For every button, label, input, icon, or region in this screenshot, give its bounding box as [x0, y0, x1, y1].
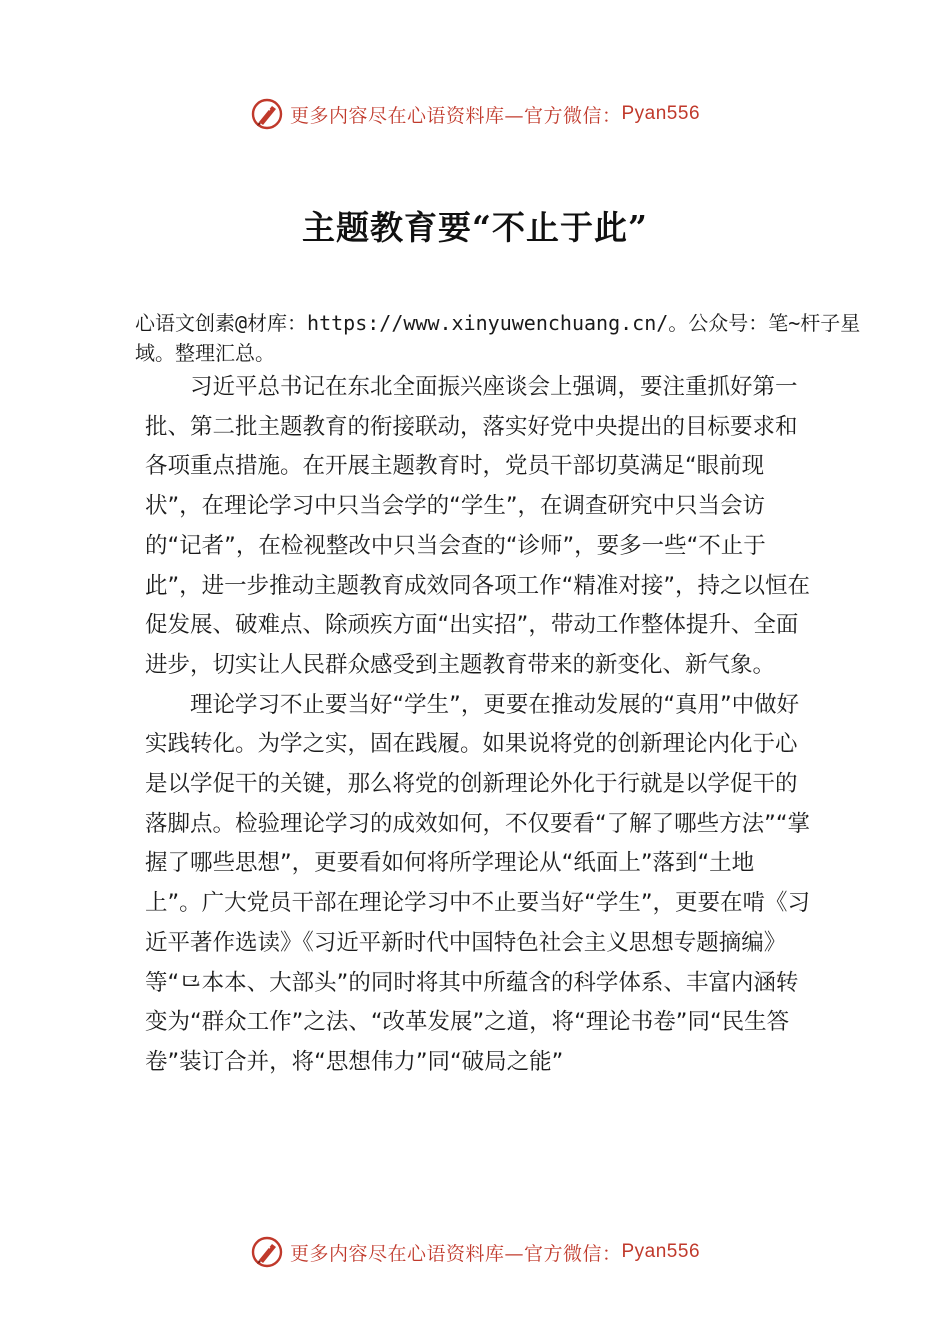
- paragraph-1: 习近平总书记在东北全面振兴座谈会上强调，要注重抓好第一批、第二批主题教育的衔接联动，落实好党中央提出的目标要求和各项重点措施。在开展主题教育时，党员干部切莫满足“眼前现状”，在理论学习中只当会学的“学生”，在调查研究中只当会访的“记者”，在检视整改中只当会查的“诊师”，要多一些“不止于此”，进一步推动主题教育成效同各项工作“精准对接”，持之以恒在促发展、破难点、除顽疾方面“出实招”，带动工作整体提升、全面进步，切实让人民群众感受到主题教育带来的新变化、新气象。: [145, 374, 810, 678]
- pen-nib-logo-icon: [250, 1235, 284, 1269]
- pen-nib-logo-icon: [250, 97, 284, 131]
- source-line: 心语文创素@材库：https://www.xinyuwenchuang.cn/。公众号：笔~杆子星域。整理汇总。: [135, 311, 861, 365]
- footer-banner-wechat-id: Pyan556: [621, 1241, 701, 1262]
- footer-banner: [0, 1232, 950, 1272]
- paragraph-2: 理论学习不止要当好“学生”，更要在推动发展的“真用”中做好实践转化。为学之实，固在践履。如果说将党的创新理论内化于心是以学促干的关键，那么将党的创新理论外化于行就是以学促干的落脚点。检验理论学习的成效如何，不仅要看“了解了哪些方法”“掌握了哪些思想”，更要看如何将所学理论从“纸面上”落到“土地上”。广大党员干部在理论学习中不止要当好“学生”，更要在啃《习近平著作选读》《习近平新时代中国特色社会主义思想专题摘编》等“⺋本本、大部头”的同时将其中所蕴含的科学体系、丰富内涵转变为“群众工作”之法、“改革发展”之道，将“理论书卷”同“民生答卷”装订合并，将“思想伟力”同“破局之能”: [145, 691, 810, 1075]
- header-banner: [0, 94, 950, 134]
- footer-banner-text: 更多内容尽在心语资料库—官方微信：: [289, 1242, 622, 1265]
- header-banner-text: 更多内容尽在心语资料库—官方微信：: [289, 104, 622, 127]
- header-banner-wechat-id: Pyan556: [621, 103, 701, 124]
- document-body: [145, 368, 810, 1083]
- document-title: 主题教育要“不止于此”: [302, 208, 648, 247]
